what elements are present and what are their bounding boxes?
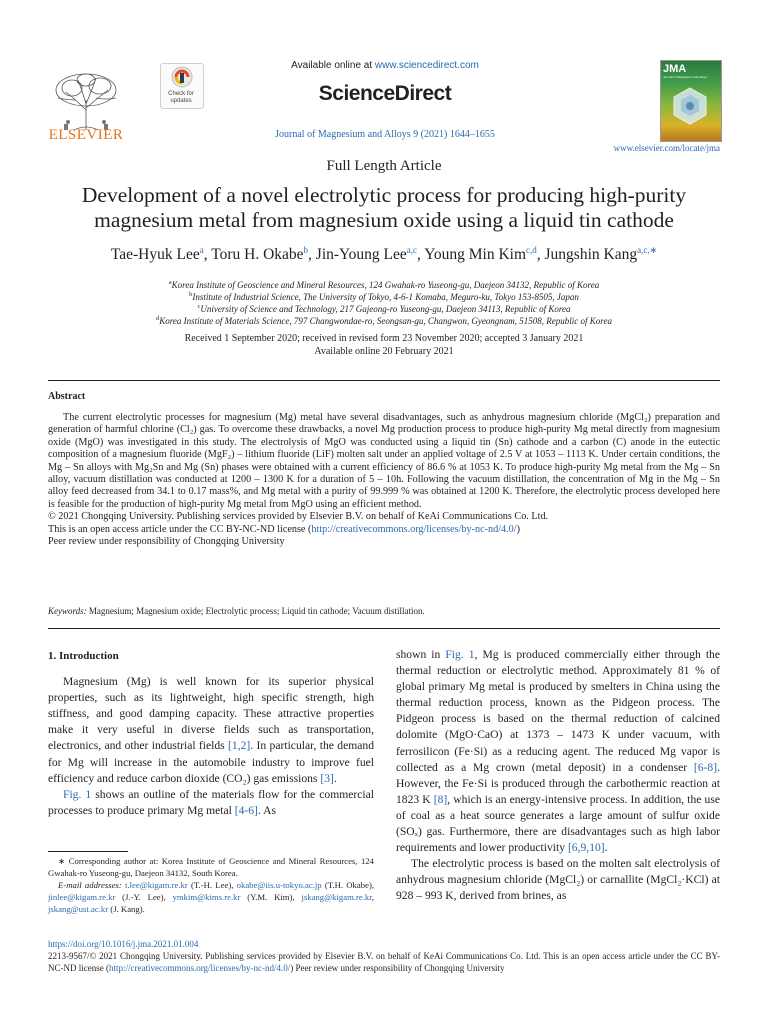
page-footer xyxy=(48,938,720,975)
citation-link[interactable]: [6,9,10] xyxy=(567,841,605,855)
doi-link[interactable]: https://doi.org/10.1016/j.jma.2021.01.004 xyxy=(48,939,199,949)
check-for-updates-label: Check for updates xyxy=(168,91,194,104)
corresponding-author-note: ∗ Corresponding author at: Korea Institute of Geoscience and Mineral Resources, 124 Gwahak-ro Yuseong-gu, Daejeon 34132, South Korea. xyxy=(48,856,374,879)
affiliation: $^c$University of Science and Technology, 217 Gajeong-ro Yuseong-gu, Daejeon 34113, Republic of Korea xyxy=(197,303,571,314)
footnote xyxy=(48,855,374,915)
author[interactable]: Toru H. Okabe$^b$ xyxy=(211,244,309,263)
journal-reference[interactable]: Journal of Magnesium and Alloys 9 (2021) 1644–1655 xyxy=(275,129,495,140)
citation-link[interactable]: [8] xyxy=(433,792,448,806)
paragraph: The electrolytic process is based on the molten salt electrolysis of anhydrous magnesium chloride (MgCl₂) or carnallite (MgCl₂·KCl) at 928 – 993 K, derived from brines, as xyxy=(396,857,720,903)
figure-link[interactable]: Fig. 1 xyxy=(445,648,475,661)
sciencedirect-logo: ScienceDirect xyxy=(318,82,452,105)
article-title xyxy=(40,183,728,233)
citation-link[interactable]: [3] xyxy=(320,771,334,785)
author-affiliation-mark: c,d xyxy=(526,244,537,255)
author[interactable]: Tae-Hyuk Lee$^a$ xyxy=(110,244,204,263)
affiliation: $^a$Korea Institute of Geoscience and Mineral Resources, 124 Gwahak-ro Yuseong-gu, Daejeon 34132, Republic of Korea xyxy=(168,279,600,290)
keywords-text: Magnesium; Magnesium oxide; Electrolytic process; Liquid tin cathode; Vacuum distillation. xyxy=(86,606,425,616)
email-link[interactable]: t.lee@kigam.re.kr xyxy=(124,880,188,891)
available-online xyxy=(250,60,520,71)
paragraph: Fig. 1 shows an outline of the materials flow for the commercial processes to produce primary Mg metal [4-6]. As xyxy=(48,787,374,817)
abstract-body xyxy=(48,412,720,548)
abstract-peer-review: Peer review under responsibility of Chongqing University xyxy=(48,536,285,548)
email-link[interactable]: jskang@kigam.re.kr xyxy=(301,892,372,903)
title-line-1: Development of a novel electrolytic process for producing high-purity xyxy=(81,183,687,207)
author[interactable]: Jungshin Kang$^{a,c,∗}$ xyxy=(544,244,658,263)
author-list: Tae-Hyuk Lee$^a$, Toru H. Okabe$^b$, Jin-Young Lee$^{a,c}$, Young Min Kim$^{c,d}$, Jungshin Kang$^{a,c,∗}$ xyxy=(110,244,658,263)
keywords xyxy=(48,606,720,616)
abstract-license: This is an open access article under the CC BY-NC-ND license (http://creativecommons.org/licenses/by-nc-nd/4.0/) xyxy=(48,523,521,535)
footnote-divider xyxy=(48,851,128,852)
citation-link[interactable]: [1,2] xyxy=(228,739,251,753)
abstract-text: The current electrolytic processes for magnesium (Mg) metal have several disadvantages, such as anhydrous magnesium chloride (MgCl₂) preparation and generation of harmful chlorine (Cl₂) gas. To overcome these drawbacks, a novel Mg production process to produce high-purity Mg metal directly from magnesium oxide (MgO) was investigated in this study. The electrolysis of MgO was conducted using a liquid tin (Sn) cathode and a carbon (C) anode in the eutectic composition of a magnesium fluoride (MgF₂) – lithium fluoride (LiF) molten salt under an applied voltage of 2.5 V at 1053 – 1113 K. Under certain conditions, the Mg – Sn alloys with Mg₂Sn and Mg (Sn) phases were obtained with a current efficiency of 86.6 % at 1053 K. To produce high-purity Mg metal from the Mg – Sn alloy, vacuum distillation was conducted at 1200 – 1300 K for a duration of 5 – 10h. Following the vacuum distillation, the concentration of Mg in the Mg – Sn alloy feed decreased from 34.1 to 0.17 mass%, and Mg metal with a purity of 99.999 % was obtained at 1200 K. Therefore, the electrolytic process developed here is feasible for the production of high-purity Mg metal from MgO using an efficient method. xyxy=(48,412,720,510)
journal-homepage-link[interactable]: www.elsevier.com/locate/jma xyxy=(613,143,720,153)
cover-subtitle: Journal of Magnesium and Alloys xyxy=(663,75,708,79)
figure-link[interactable]: Fig. 1 xyxy=(63,787,92,801)
author-affiliation-mark: a xyxy=(199,244,204,255)
email-link[interactable]: jinlee@kigam.re.kr xyxy=(48,892,116,903)
paragraph: Magnesium (Mg) is well known for its superior physical properties, such as its lightweight, high specific strength, high stiffness, and good damping capacity. These attractive properties make it very useful in diverse fields such as transportation, electronics, and other industrial fields [1,2]. In particular, the demand for Mg will increase in the automobile industry to improve fuel efficiency and reduce carbon dioxide (CO₂) gas emissions [3]. xyxy=(48,675,374,785)
title-line-2: magnesium metal from magnesium oxide using a liquid tin cathode xyxy=(94,208,674,232)
available-prefix: Available online at xyxy=(291,60,375,71)
email-link[interactable]: ymkim@kims.re.kr xyxy=(172,892,241,903)
paragraph: shown in Fig. 1, Mg is produced commercially either through the thermal reduction or electrolytic method. Approximately 81 % of global primary Mg metal is produced by smelters in China using the thermal reduction process, known as the Pidgeon process. The Pidgeon process is based on the thermal reduction of calcined dolomite (MgO·CaO) at 1373 – 1473 K under vacuum, with ferrosilicon (Fe·Si) as a reducing agent. The reduced Mg vapor is collected as a Mg crown (metal deposit) in a condenser [6-8]. However, the Fe·Si is produced through the carbothermic reaction at 1823 K [8], which is an energy-intensive process. In addition, the use of coal as a heat source generates a large amount of sulfur oxide (SOₓ) gas. Furthermore, there are disadvantages such as high labor requirements and lower productivity [6,9,10]. xyxy=(396,648,721,855)
cover-title: JMA xyxy=(663,63,687,75)
author[interactable]: Young Min Kim$^{c,d}$ xyxy=(424,244,537,263)
email-link[interactable]: okabe@iis.u-tokyo.ac.jp xyxy=(236,880,322,891)
email-addresses: E-mail addresses: t.lee@kigam.re.kr (T.-H. Lee), okabe@iis.u-tokyo.ac.jp (T.H. Okabe), jinlee@kigam.re.kr (J.-Y. Lee), ymkim@kims.re.kr (Y.M. Kim), jskang@kigam.re.kr, jskang@ust.ac.kr (J. Kang). xyxy=(48,880,375,915)
affiliation: $^d$Korea Institute of Materials Science, 797 Changwondae-ro, Seongsan-gu, Changwon, Gyeongnam, 51508, Republic of Korea xyxy=(156,315,612,326)
cover-hexagon-graphic xyxy=(671,87,709,125)
body-column-right xyxy=(396,647,720,905)
divider xyxy=(48,628,720,629)
author-affiliation-mark: a,c,∗ xyxy=(637,244,658,255)
publisher-logo-text: ELSEVIER xyxy=(48,127,124,143)
received-dates: Received 1 September 2020; received in revised form 23 November 2020; accepted 3 January 2021 xyxy=(184,333,584,344)
crossmark-icon xyxy=(161,64,203,92)
license-link[interactable]: http://creativecommons.org/licenses/by-nc-nd/4.0/ xyxy=(108,963,291,974)
article-type: Full Length Article xyxy=(326,158,442,174)
abstract-copyright: © 2021 Chongqing University. Publishing services provided by Elsevier B.V. on behalf of KeAi Communications Co. Ltd. xyxy=(48,511,549,523)
sciencedirect-link[interactable]: www.sciencedirect.com xyxy=(374,60,479,71)
citation-link[interactable]: [6-8] xyxy=(693,760,718,774)
citation-link[interactable]: [4-6] xyxy=(234,803,258,817)
section-heading-introduction: 1. Introduction xyxy=(48,650,119,662)
license-link[interactable]: http://creativecommons.org/licenses/by-nc-nd/4.0/ xyxy=(311,523,517,535)
abstract-heading: Abstract xyxy=(48,391,86,402)
available-online-date: Available online 20 February 2021 xyxy=(314,345,454,357)
divider xyxy=(48,380,720,381)
author-affiliation-mark: b xyxy=(303,244,309,255)
email-link[interactable]: jskang@ust.ac.kr xyxy=(48,904,109,915)
author[interactable]: Jin-Young Lee$^{a,c}$ xyxy=(315,244,418,263)
body-column-left xyxy=(48,648,374,819)
article-dates xyxy=(40,333,728,358)
affiliation: $^b$Institute of Industrial Science, The University of Tokyo, 4-6-1 Komaba, Meguro-ku, Tokyo 153-8505, Japan xyxy=(189,291,579,302)
footer-copyright: 2213-9567/© 2021 Chongqing University. Publishing services provided by Elsevier B.V. on behalf of KeAi Communications Co. Ltd. This is an open access article under the CC BY-NC-ND license (http://creativecommons.org/licenses/by-nc-nd/4.0/) Peer review under responsibility of Chongqing University xyxy=(48,951,720,974)
author-affiliation-mark: a,c xyxy=(406,244,418,255)
keywords-label: Keywords: xyxy=(48,606,87,616)
